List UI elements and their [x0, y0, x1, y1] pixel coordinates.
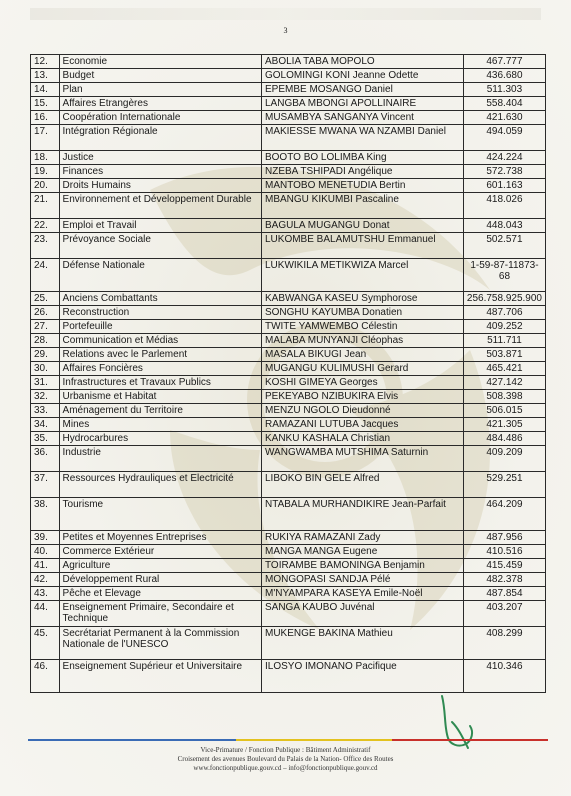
ministry-cell: Intégration Régionale — [59, 125, 261, 151]
ministry-cell: Agriculture — [59, 559, 261, 573]
row-number: 13. — [31, 69, 60, 83]
minister-name-cell: RAMAZANI LUTUBA Jacques — [261, 418, 463, 432]
minister-name-cell: TWITE YAMWEMBO Célestin — [261, 320, 463, 334]
ministry-cell: Affaires Etrangères — [59, 97, 261, 111]
row-number: 31. — [31, 376, 60, 390]
amount-cell: 529.251 — [463, 472, 545, 498]
amount-cell: 427.142 — [463, 376, 545, 390]
row-number: 21. — [31, 193, 60, 219]
amount-cell: 464.209 — [463, 498, 545, 531]
table-row — [31, 587, 546, 601]
amount-cell: 503.871 — [463, 348, 545, 362]
minister-name-cell: ILOSYO IMONANO Pacifique — [261, 660, 463, 693]
minister-name-cell: MANGA MANGA Eugene — [261, 545, 463, 559]
row-number: 27. — [31, 320, 60, 334]
row-number: 15. — [31, 97, 60, 111]
ministry-cell: Urbanisme et Habitat — [59, 390, 261, 404]
minister-name-cell: TOIRAMBE BAMONINGA Benjamin — [261, 559, 463, 573]
minister-name-cell: MUGANGU KULIMUSHI Gerard — [261, 362, 463, 376]
row-number: 35. — [31, 432, 60, 446]
row-number: 28. — [31, 334, 60, 348]
row-number: 20. — [31, 179, 60, 193]
amount-cell: 467.777 — [463, 55, 545, 69]
handwritten-signature — [432, 692, 482, 752]
table-row — [31, 165, 546, 179]
minister-name-cell: KOSHI GIMEYA Georges — [261, 376, 463, 390]
table-row — [31, 125, 546, 151]
row-number: 32. — [31, 390, 60, 404]
minister-name-cell: NTABALA MURHANDIKIRE Jean-Parfait — [261, 498, 463, 531]
ministry-cell: Budget — [59, 69, 261, 83]
ministry-cell: Emploi et Travail — [59, 219, 261, 233]
ministry-cell: Portefeuille — [59, 320, 261, 334]
table-row — [31, 627, 546, 660]
ministry-cell: Mines — [59, 418, 261, 432]
minister-name-cell: BOOTO BO LOLIMBA King — [261, 151, 463, 165]
table-row — [31, 306, 546, 320]
amount-cell: 256.758.925.900 — [463, 292, 545, 306]
ministry-cell: Développement Rural — [59, 573, 261, 587]
minister-name-cell: SANGA KAUBO Juvénal — [261, 601, 463, 627]
amount-cell: 409.209 — [463, 446, 545, 472]
amount-cell: 484.486 — [463, 432, 545, 446]
minister-name-cell: KABWANGA KASEU Symphorose — [261, 292, 463, 306]
row-number: 45. — [31, 627, 60, 660]
row-number: 23. — [31, 233, 60, 259]
minister-name-cell: NZEBA TSHIPADI Angélique — [261, 165, 463, 179]
row-number: 43. — [31, 587, 60, 601]
ministry-cell: Prévoyance Sociale — [59, 233, 261, 259]
amount-cell: 506.015 — [463, 404, 545, 418]
ministry-cell: Justice — [59, 151, 261, 165]
row-number: 33. — [31, 404, 60, 418]
minister-name-cell: MANTOBO MENETUDIA Bertin — [261, 179, 463, 193]
row-number: 24. — [31, 259, 60, 292]
row-number: 39. — [31, 531, 60, 545]
table-row — [31, 97, 546, 111]
minister-name-cell: GOLOMINGI KONI Jeanne Odette — [261, 69, 463, 83]
amount-cell: 502.571 — [463, 233, 545, 259]
ministry-cell: Enseignement Primaire, Secondaire et Technique — [59, 601, 261, 627]
row-number: 29. — [31, 348, 60, 362]
minister-name-cell: LANGBA MBONGI APOLLINAIRE — [261, 97, 463, 111]
footer-line-1: Vice-Primature / Fonction Publique : Bâtiment Administratif — [200, 746, 371, 754]
row-number: 46. — [31, 660, 60, 693]
amount-cell: 487.706 — [463, 306, 545, 320]
ministry-cell: Environnement et Développement Durable — [59, 193, 261, 219]
row-number: 12. — [31, 55, 60, 69]
ministry-cell: Relations avec le Parlement — [59, 348, 261, 362]
ministry-cell: Défense Nationale — [59, 259, 261, 292]
ministry-cell: Enseignement Supérieur et Universitaire — [59, 660, 261, 693]
table-row — [31, 219, 546, 233]
minister-name-cell: ABOLIA TABA MOPOLO — [261, 55, 463, 69]
table-row — [31, 348, 546, 362]
amount-cell: 436.680 — [463, 69, 545, 83]
amount-cell: 421.630 — [463, 111, 545, 125]
ministry-cell: Droits Humains — [59, 179, 261, 193]
minister-name-cell: MASALA BIKUGI Jean — [261, 348, 463, 362]
ministry-cell: Tourisme — [59, 498, 261, 531]
ministry-cell: Anciens Combattants — [59, 292, 261, 306]
row-number: 40. — [31, 545, 60, 559]
table-row — [31, 193, 546, 219]
amount-cell: 403.207 — [463, 601, 545, 627]
amount-cell: 421.305 — [463, 418, 545, 432]
row-number: 44. — [31, 601, 60, 627]
table-row — [31, 69, 546, 83]
minister-name-cell: MONGOPASI SANDJA Pélé — [261, 573, 463, 587]
minister-name-cell: LIBOKO BIN GELE Alfred — [261, 472, 463, 498]
table-row — [31, 390, 546, 404]
ministry-cell: Plan — [59, 83, 261, 97]
ministry-cell: Communication et Médias — [59, 334, 261, 348]
amount-cell: 424.224 — [463, 151, 545, 165]
table-row — [31, 362, 546, 376]
minister-name-cell: M'NYAMPARA KASEYA Emile-Noël — [261, 587, 463, 601]
amount-cell: 465.421 — [463, 362, 545, 376]
table-row — [31, 179, 546, 193]
minister-name-cell: SONGHU KAYUMBA Donatien — [261, 306, 463, 320]
table-row — [31, 559, 546, 573]
table-row — [31, 83, 546, 97]
footer-line-2: Croisement des avenues Boulevard du Palais de la Nation- Office des Routes — [177, 755, 394, 763]
footer — [0, 746, 571, 773]
ministry-cell: Finances — [59, 165, 261, 179]
row-number: 19. — [31, 165, 60, 179]
table-row — [31, 545, 546, 559]
minister-name-cell: RUKIYA RAMAZANI Zady — [261, 531, 463, 545]
minister-name-cell: MUSAMBYA SANGANYA Vincent — [261, 111, 463, 125]
minister-name-cell: LUKWIKILA METIKWIZA Marcel — [261, 259, 463, 292]
amount-cell: 448.043 — [463, 219, 545, 233]
minister-name-cell: LUKOMBE BALAMUTSHU Emmanuel — [261, 233, 463, 259]
page-number: 3 — [283, 26, 288, 35]
table-row — [31, 111, 546, 125]
minister-name-cell: MUKENGE BAKINA Mathieu — [261, 627, 463, 660]
table-row — [31, 259, 546, 292]
table-row — [31, 418, 546, 432]
ministry-cell: Reconstruction — [59, 306, 261, 320]
footer-color-bar — [28, 739, 548, 741]
row-number: 14. — [31, 83, 60, 97]
amount-cell: 508.398 — [463, 390, 545, 404]
table-row — [31, 660, 546, 693]
row-number: 34. — [31, 418, 60, 432]
minister-name-cell: MALABA MUNYANJI Cléophas — [261, 334, 463, 348]
row-number: 22. — [31, 219, 60, 233]
table-row — [31, 55, 546, 69]
table-row — [31, 432, 546, 446]
ministries-table — [30, 54, 546, 693]
ministry-cell: Pêche et Elevage — [59, 587, 261, 601]
minister-name-cell: KANKU KASHALA Christian — [261, 432, 463, 446]
ministry-cell: Ressources Hydrauliques et Electricité — [59, 472, 261, 498]
row-number: 18. — [31, 151, 60, 165]
row-number: 25. — [31, 292, 60, 306]
row-number: 17. — [31, 125, 60, 151]
ministry-cell: Petites et Moyennes Entreprises — [59, 531, 261, 545]
ministry-cell: Secrétariat Permanent à la Commission Nationale de l'UNESCO — [59, 627, 261, 660]
amount-cell: 415.459 — [463, 559, 545, 573]
table-row — [31, 498, 546, 531]
table-row — [31, 472, 546, 498]
row-number: 30. — [31, 362, 60, 376]
row-number: 36. — [31, 446, 60, 472]
amount-cell: 511.303 — [463, 83, 545, 97]
row-number: 41. — [31, 559, 60, 573]
table-row — [31, 404, 546, 418]
top-edge-strip — [30, 8, 541, 20]
amount-cell: 601.163 — [463, 179, 545, 193]
footer-line-3: www.fonctionpublique.gouv.cd – info@fonctionpublique.gouv.cd — [193, 764, 378, 772]
minister-name-cell: MENZU NGOLO Dieudonné — [261, 404, 463, 418]
ministry-cell: Hydrocarbures — [59, 432, 261, 446]
ministry-cell: Commerce Extérieur — [59, 545, 261, 559]
amount-cell: 409.252 — [463, 320, 545, 334]
table-row — [31, 292, 546, 306]
minister-name-cell: MBANGU KIKUMBI Pascaline — [261, 193, 463, 219]
amount-cell: 487.956 — [463, 531, 545, 545]
table-row — [31, 531, 546, 545]
amount-cell: 494.059 — [463, 125, 545, 151]
amount-cell: 558.404 — [463, 97, 545, 111]
amount-cell: 418.026 — [463, 193, 545, 219]
ministry-cell: Aménagement du Territoire — [59, 404, 261, 418]
amount-cell: 410.346 — [463, 660, 545, 693]
amount-cell: 572.738 — [463, 165, 545, 179]
amount-cell: 482.378 — [463, 573, 545, 587]
amount-cell: 487.854 — [463, 587, 545, 601]
table-row — [31, 446, 546, 472]
ministry-cell: Infrastructures et Travaux Publics — [59, 376, 261, 390]
table-row — [31, 334, 546, 348]
table-row — [31, 573, 546, 587]
row-number: 42. — [31, 573, 60, 587]
minister-name-cell: EPEMBE MOSANGO Daniel — [261, 83, 463, 97]
amount-cell: 410.516 — [463, 545, 545, 559]
amount-cell: 511.711 — [463, 334, 545, 348]
minister-name-cell: WANGWAMBA MUTSHIMA Saturnin — [261, 446, 463, 472]
table-row — [31, 233, 546, 259]
ministry-cell: Economie — [59, 55, 261, 69]
minister-name-cell: PEKEYABO NZIBUKIRA Elvis — [261, 390, 463, 404]
row-number: 16. — [31, 111, 60, 125]
row-number: 38. — [31, 498, 60, 531]
row-number: 37. — [31, 472, 60, 498]
amount-cell: 1-59-87-11873-68 — [463, 259, 545, 292]
ministry-cell: Industrie — [59, 446, 261, 472]
table-row — [31, 151, 546, 165]
row-number: 26. — [31, 306, 60, 320]
minister-name-cell: MAKIESSE MWANA WA NZAMBI Daniel — [261, 125, 463, 151]
table-row — [31, 601, 546, 627]
amount-cell: 408.299 — [463, 627, 545, 660]
ministry-cell: Affaires Foncières — [59, 362, 261, 376]
ministry-cell: Coopération Internationale — [59, 111, 261, 125]
minister-name-cell: BAGULA MUGANGU Donat — [261, 219, 463, 233]
table-row — [31, 376, 546, 390]
table-row — [31, 320, 546, 334]
